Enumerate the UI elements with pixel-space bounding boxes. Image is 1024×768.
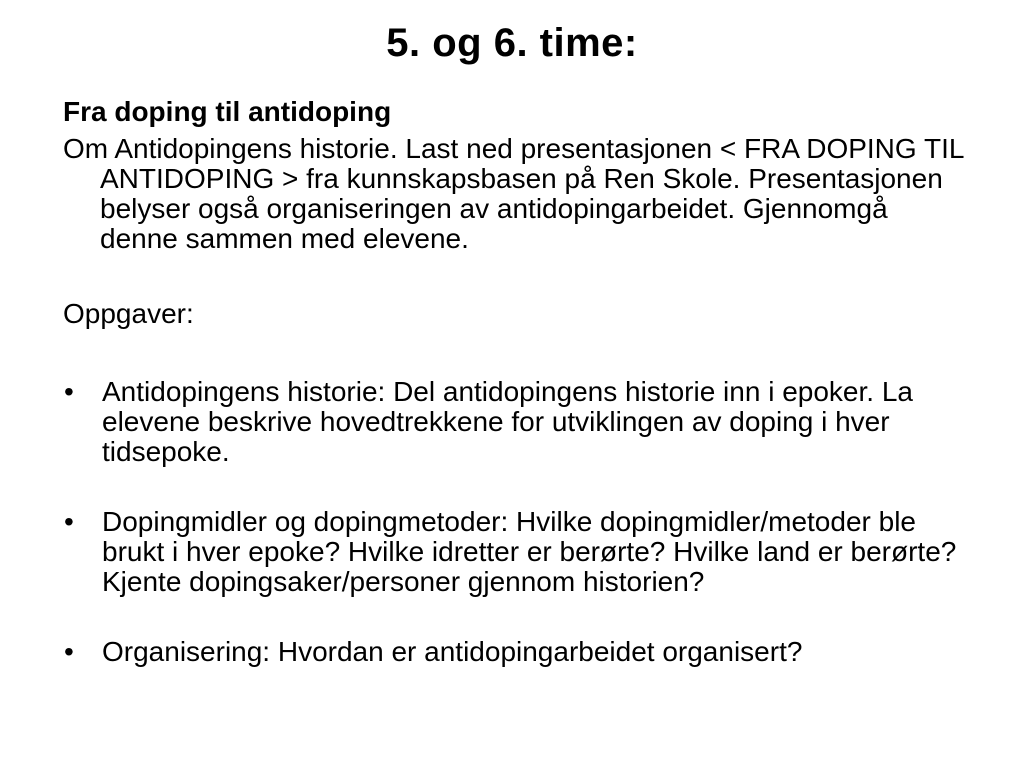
bullet-text: Organisering: Hvordan er antidopingarbeidet organisert? bbox=[102, 636, 803, 667]
bullet-icon: • bbox=[64, 376, 74, 407]
slide-body bbox=[63, 96, 964, 667]
section-heading: Fra doping til antidoping bbox=[63, 96, 392, 127]
list-item bbox=[63, 637, 964, 667]
bullet-icon: • bbox=[64, 636, 74, 667]
task-bullet-list bbox=[63, 377, 964, 667]
bullet-icon: • bbox=[64, 506, 74, 537]
intro-paragraph: Om Antidopingens historie. Last ned presentasjonen < FRA DOPING TIL ANTIDOPING > fra kunnskapsbasen på Ren Skole. Presentasjonen belyser også organiseringen av antidopingarbeidet. Gjennomgå denne sammen med elevene. bbox=[63, 133, 964, 254]
bullet-text: Antidopingens historie: Del antidopingens historie inn i epoker. La elevene beskrive hovedtrekkene for utviklingen av doping i hver tidsepoke. bbox=[102, 376, 913, 467]
tasks-label: Oppgaver: bbox=[63, 298, 194, 329]
list-item bbox=[63, 377, 964, 467]
bullet-text: Dopingmidler og dopingmetoder: Hvilke dopingmidler/metoder ble brukt i hver epoke? Hvilke idretter er berørte? Hvilke land er berørte? Kjente dopingsaker/personer gjennom historien? bbox=[102, 506, 957, 597]
list-item bbox=[63, 507, 964, 597]
slide-title: 5. og 6. time: bbox=[386, 21, 638, 65]
